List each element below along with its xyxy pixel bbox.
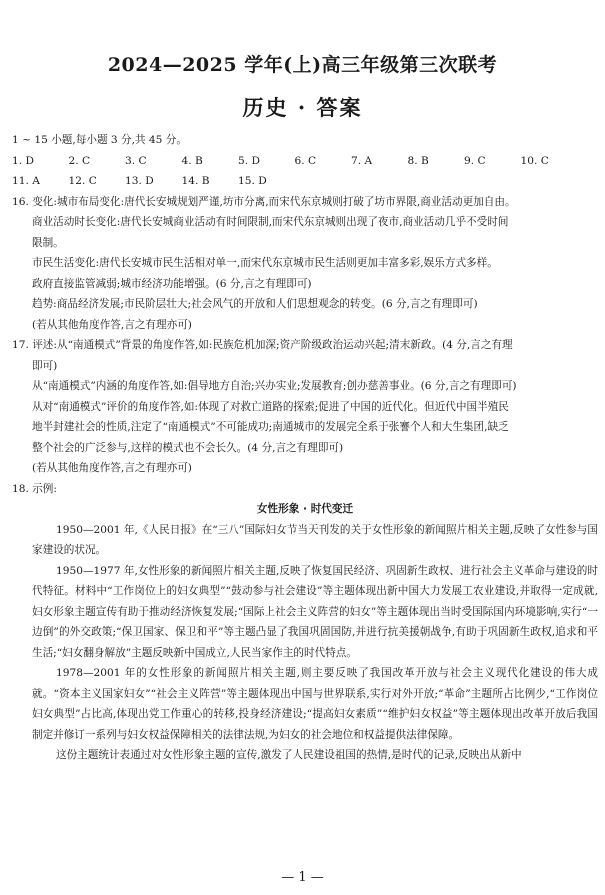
mc-answer: 8. B bbox=[407, 154, 429, 167]
mc-answer: 5. D bbox=[238, 154, 260, 167]
mc-intro: 1 ~ 15 小题,每小题 3 分,共 45 分。 bbox=[12, 134, 187, 146]
q16-line: 限制。 bbox=[32, 236, 64, 249]
q17-line: 从“南通模式”内涵的角度作答,如:倡导地方自治;兴办实业;发展教育;创办慈善事业。(6 分,言之有理即可) bbox=[32, 380, 517, 392]
mc-answer: 11. A bbox=[12, 175, 40, 187]
essay-paragraph: 1950—1977 年,女性形象的新闻照片相关主题,反映了恢复国民经济、巩固新生政权、进行社会主义革命与建设的时代特征。材料中“工作岗位上的妇女典型”“鼓动参与社会建设”等主题体现出新中国大力发展工农业建设,并取得一定成就,妇女形象主题宣传有助于推动经济恢复发展;“国际上社会主义阵营的妇女”等主题体现出当时受国际国内环境影响,实行“一边倒”的外交政策;“保卫国家、保卫和平”等主题凸显了我国巩固国防,并进行抗美援朝战争,有助于巩固新生政权,追求和平生活;“妇女翻身解放”主题反映新中国成立,人民当家作主的时代特点。 bbox=[32, 564, 598, 659]
q16-line: 商业活动时长变化:唐代长安城商业活动有时间限制,而宋代东京城则出现了夜市,商业活动几乎不受时间 bbox=[32, 216, 509, 228]
mc-answer: 1. D bbox=[12, 154, 34, 167]
page-number: — 1 — bbox=[281, 870, 324, 885]
q18-label: 18. 示例: bbox=[12, 482, 57, 495]
mc-answer: 2. C bbox=[68, 154, 91, 167]
q16-line: 市民生活变化:唐代长安城市民生活相对单一,而宋代东京城市民生活则更加丰富多彩,娱乐方式多样。 bbox=[32, 257, 498, 269]
q17-line: 从对“南通模式”评价的角度作答,如:体现了对救亡道路的探索;促进了中国的近代化。但近代中国半殖民 bbox=[32, 400, 509, 413]
q17-line: 整个社会的广泛参与,这样的模式也不会长久。(4 分,言之有理即可) bbox=[32, 441, 344, 454]
mc-answers-row-2 bbox=[12, 171, 598, 192]
essay-paragraph: 1950—2001 年,《人民日报》在“三八”国际妇女节当天刊发的关于女性形象的新闻照片相关主题,反映了女性参与国家建设的状况。 bbox=[32, 523, 598, 556]
mc-answer: 14. B bbox=[181, 175, 210, 187]
mc-answer: 3. C bbox=[125, 154, 147, 167]
q17-line: 17. 评述:从“南通模式”背景的角度作答,如:民族危机加深;资产阶级政治运动兴起;清末新政。(4 分,言之有理 bbox=[12, 339, 513, 351]
mc-answers-row-1 bbox=[12, 151, 598, 172]
mc-answer: 15. D bbox=[238, 175, 267, 187]
q16-line: 趋势:商品经济发展;市民阶层壮大;社会风气的开放和人们思想观念的转变。(6 分,言之有理即可) bbox=[32, 298, 478, 310]
q17-line: 即可) bbox=[32, 359, 58, 372]
mc-answer: 9. C bbox=[464, 154, 486, 167]
mc-answer: 4. B bbox=[181, 154, 203, 167]
page-title: 2024—2025 学年(上)高三年级第三次联考 bbox=[107, 54, 498, 76]
q16-line: 16. 变化:城市布局变化:唐代长安城规划严谨,坊市分离,而宋代东京城则打破了坊市界限,商业活动更加自由。 bbox=[12, 195, 516, 208]
q17-line: (若从其他角度作答,言之有理亦可) bbox=[32, 462, 192, 474]
mc-answer: 10. C bbox=[520, 154, 549, 167]
page-subtitle: 历史 · 答案 bbox=[242, 95, 363, 120]
mc-answer: 13. D bbox=[125, 175, 154, 187]
q17-line: 地半封建社会的性质,注定了“南通模式”不可能成功;南通城市的发展完全系于张謇个人和大生集团,缺乏 bbox=[32, 421, 509, 433]
mc-answer: 6. C bbox=[294, 154, 317, 167]
essay-title: 女性形象 · 时代变迁 bbox=[256, 503, 354, 515]
essay-paragraph: 1978—2001 年的女性形象的新闻照片相关主题,则主要反映了我国改革开放与社会主义现代化建设的伟大成就。“资本主义国家妇女”“社会主义阵营”等主题体现出中国与世界联系,实行对外开放;“革命”主题所占比例少,“工作岗位妇女典型”占比高,体现出党工作重心的转移,投身经济建设;“提高妇女素质”“维护妇女权益”等主题体现出改革开放后我国制定并修订一系列与妇女权益保障相关的法律法规,为妇女的社会地位和权益提供法律保障。 bbox=[32, 667, 598, 741]
mc-answer: 7. A bbox=[351, 154, 373, 167]
q16-line: (若从其他角度作答,言之有理亦可) bbox=[32, 318, 192, 331]
mc-answer: 12. C bbox=[68, 175, 97, 187]
q16-line: 政府直接监管减弱;城市经济功能增强。(6 分,言之有理即可) bbox=[32, 277, 312, 290]
essay-paragraph: 这份主题统计表通过对女性形象主题的宣传,激发了人民建设祖国的热情,是时代的记录,反映出从新中 bbox=[56, 749, 522, 761]
answer-body bbox=[12, 130, 598, 766]
